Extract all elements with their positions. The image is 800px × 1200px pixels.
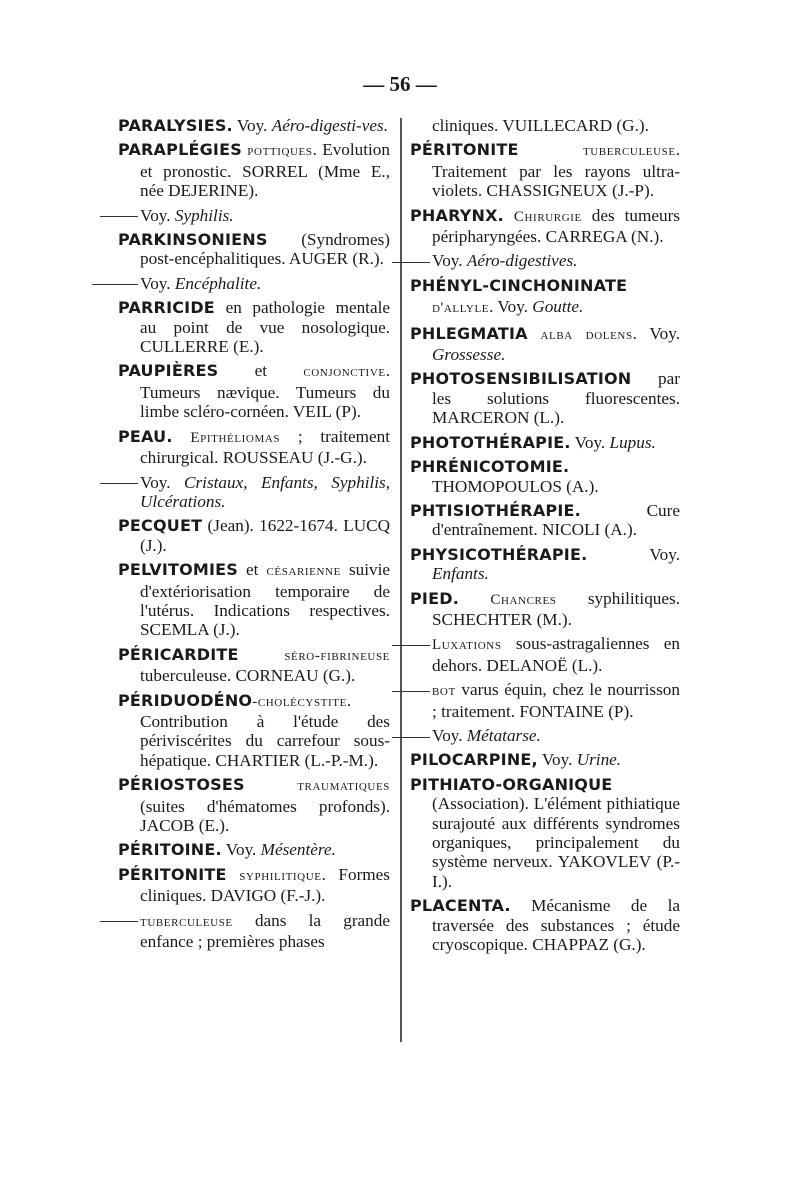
cross-reference: Cristaux, Enfants, Syphilis, Ulcérations. — [140, 472, 391, 511]
entry-text: sous-astragaliennes en dehors. DELANOË (L.). — [432, 634, 680, 675]
entry-text: suivie d'extériorisation temporaire de l'utérus. Indications respectives. SCEMLA (J.). — [140, 560, 390, 640]
ditto-dash — [92, 284, 138, 285]
qualifier-text: tuberculeuse — [140, 913, 233, 930]
ditto-dash — [100, 483, 138, 484]
index-entry — [410, 545, 680, 584]
index-entry — [410, 369, 680, 427]
entry-text: et — [238, 560, 267, 580]
entry-text: . Tumeurs nævique. Tumeurs du limbe scléro-cornéen. VEIL (P). — [140, 361, 390, 422]
entry-text: Voy. — [140, 273, 175, 293]
ditto-dash — [392, 691, 430, 692]
index-entry — [118, 361, 390, 421]
ditto-dash — [392, 262, 430, 263]
cross-reference: Aéro-digestives. — [466, 251, 578, 271]
index-subentry — [118, 911, 390, 952]
headword: PIED. — [410, 588, 459, 608]
entry-text: Cure d'entraînement. NICOLI (A.). — [432, 500, 680, 540]
headword: PARAPLÉGIES — [118, 140, 242, 160]
page-number: — 56 — — [363, 72, 437, 96]
headword: PÉRIDUODÉNO — [118, 690, 253, 710]
index-entry — [410, 589, 680, 630]
index-entry — [410, 116, 680, 135]
index-entry — [118, 691, 390, 771]
headword: PÉRICARDITE — [118, 644, 239, 664]
entry-text: en pathologie mentale au point de vue nosologique. CULLERRE (E.). — [140, 298, 390, 357]
index-entry — [410, 501, 680, 540]
entry-text: des tumeurs péripharyngées. CARREGA (N.). — [432, 205, 680, 247]
entry-text: tuberculeuse. CORNEAU (G.). — [140, 666, 356, 686]
headword: PELVITOMIES — [118, 560, 239, 580]
qualifier-text: alba dolens — [527, 326, 633, 343]
entry-text: . Voy. — [489, 297, 533, 317]
headword: PÉRIOSTOSES — [118, 775, 245, 795]
entry-text: Voy. — [232, 116, 272, 135]
entry-text: cliniques. VUILLECARD (G.). — [432, 116, 649, 135]
index-entry — [410, 206, 680, 247]
entry-text: par les solutions fluorescentes. MARCERON (L.). — [432, 369, 680, 428]
headword: PITHIATO-ORGANIQUE — [410, 774, 613, 794]
index-entry — [118, 427, 390, 468]
index-entry — [410, 140, 680, 200]
index-entry — [410, 433, 680, 452]
headword: PLACENTA. — [410, 896, 511, 916]
entry-text: Voy. — [570, 432, 610, 452]
entry-text: Voy. — [140, 472, 185, 492]
headword: PARALYSIES. — [118, 116, 233, 135]
qualifier-text: Luxations — [432, 637, 502, 654]
headword: PHLEGMATIA — [410, 323, 528, 343]
entry-text: (Association). L'élément pithiatique surajouté aux différents syndromes organiques, principalement du système nerveux. YAKOVLEV (P.-I.). — [432, 794, 680, 891]
index-subentry — [118, 473, 390, 512]
cross-reference: Goutte. — [532, 297, 584, 317]
entry-text: (Syndromes) post-encéphalitiques. AUGER (R.). — [140, 230, 390, 269]
entry-text: (Jean). 1622-1674. LUCQ (J.). — [140, 516, 390, 555]
index-entry — [410, 896, 680, 954]
entry-text: dans la grande enfance ; premières phases — [140, 910, 390, 952]
headword: PHRÉNICOTOMIE. — [410, 457, 570, 477]
qualifier-text: syphilitique — [226, 867, 322, 884]
ditto-dash — [100, 921, 138, 922]
qualifier-text: pottiques — [241, 143, 313, 160]
headword: PHARYNX. — [410, 205, 504, 225]
cross-reference: Syphilis. — [174, 205, 234, 225]
column-divider — [400, 118, 402, 1042]
entry-text: Voy. — [221, 840, 261, 860]
entry-text: ; traitement chirurgical. ROUSSEAU (J.-G.). — [140, 426, 391, 468]
qualifier-text: Chancres — [458, 591, 557, 608]
index-entry — [118, 140, 390, 200]
cross-reference: Urine. — [576, 750, 622, 770]
qualifier-text: tuberculeuse — [518, 143, 676, 160]
qualifier-text: conjonctive — [303, 364, 386, 381]
cross-reference: Enfants. — [432, 564, 489, 584]
qualifier-text: Epithéliomas — [172, 429, 281, 446]
headword: PECQUET — [118, 516, 203, 536]
entry-text: Voy. — [140, 205, 175, 225]
entry-text: THOMOPOULOS (A.). — [432, 476, 599, 496]
index-subentry — [410, 251, 680, 270]
index-entry — [410, 750, 680, 769]
index-subentry — [410, 726, 680, 745]
entry-text: . Voy. — [632, 323, 680, 343]
index-entry — [118, 516, 390, 555]
index-entry — [118, 775, 390, 835]
headword: PÉRITONITE — [410, 140, 519, 160]
headword: PHOTOSENSIBILISATION — [410, 369, 632, 389]
index-subentry — [118, 206, 390, 225]
index-subentry — [410, 634, 680, 675]
entry-text: varus équin, chez le nourrisson ; traitement. FONTAINE (P). — [432, 680, 680, 721]
ditto-dash — [392, 645, 430, 646]
entry-text: (suites d'hématomes profonds). JACOB (E.). — [140, 796, 390, 835]
qualifier-text: césarienne — [266, 563, 341, 580]
entry-text: . Evolution et pronostic. SORREL (Mme E., née DEJERINE). — [140, 140, 390, 201]
cross-reference: Aéro-digesti-ves. — [271, 116, 388, 135]
index-entry — [118, 865, 390, 906]
entry-text: . Traitement par les rayons ultra-violets. CHASSIGNEUX (J.-P). — [432, 140, 680, 201]
index-entry — [118, 645, 390, 686]
left-column — [118, 116, 390, 956]
qualifier-text: bot — [432, 683, 456, 700]
index-entry — [410, 775, 680, 891]
qualifier-text: -cholécystite — [252, 693, 347, 710]
right-column — [410, 116, 680, 959]
qualifier-text: Chirurgie — [503, 208, 582, 225]
entry-text: . Contribution à l'étude des périviscérites du carrefour sous-hépatique. CHARTIER (L.-P.-M.). — [140, 690, 390, 770]
qualifier-text: séro-fibrineuse — [238, 647, 390, 664]
headword: PHTISIOTHÉRAPIE. — [410, 500, 581, 520]
index-subentry — [410, 680, 680, 721]
headword: PARRICIDE — [118, 298, 215, 318]
index-subentry — [118, 274, 390, 293]
entry-text: Voy. — [587, 544, 680, 564]
entry-text: syphilitiques. SCHECHTER (M.). — [432, 588, 680, 629]
qualifier-text: d'allyle — [432, 300, 490, 317]
ditto-dash — [100, 216, 138, 217]
entry-text: Mécanisme de la traversée des substances ; étude cryoscopique. CHAPPAZ (G.). — [432, 896, 680, 955]
cross-reference: Mésentère. — [260, 840, 336, 860]
index-entry — [410, 276, 680, 319]
index-entry — [118, 298, 390, 356]
headword: PEAU. — [118, 426, 173, 446]
index-entry — [118, 840, 390, 859]
headword: PÉRITONITE — [118, 864, 227, 884]
qualifier-text: traumatiques — [244, 778, 390, 795]
headword: PARKINSONIENS — [118, 230, 268, 250]
cross-reference: Métatarse. — [466, 725, 541, 745]
headword: PÉRITOINE. — [118, 840, 222, 860]
headword: PHÉNYL-CINCHONINATE — [410, 275, 628, 295]
index-entry — [118, 560, 390, 640]
cross-reference: Lupus. — [609, 432, 656, 452]
ditto-dash — [392, 737, 430, 738]
index-entry — [410, 457, 680, 496]
entry-text: . Formes cliniques. DAVIGO (F.-J.). — [140, 864, 390, 906]
entry-text: Voy. — [432, 251, 467, 271]
headword: PAUPIÈRES — [118, 361, 219, 381]
entry-text: Voy. — [537, 750, 577, 770]
cross-reference: Grossesse. — [432, 345, 506, 365]
entry-text: et — [218, 361, 304, 381]
entry-text: Voy. — [432, 725, 467, 745]
headword: PILOCARPINE, — [410, 750, 538, 770]
headword: PHOTOTHÉRAPIE. — [410, 432, 571, 452]
index-entry — [118, 116, 390, 135]
index-entry — [410, 324, 680, 365]
cross-reference: Encéphalite. — [174, 273, 262, 293]
headword: PHYSICOTHÉRAPIE. — [410, 544, 588, 564]
index-entry — [118, 230, 390, 269]
